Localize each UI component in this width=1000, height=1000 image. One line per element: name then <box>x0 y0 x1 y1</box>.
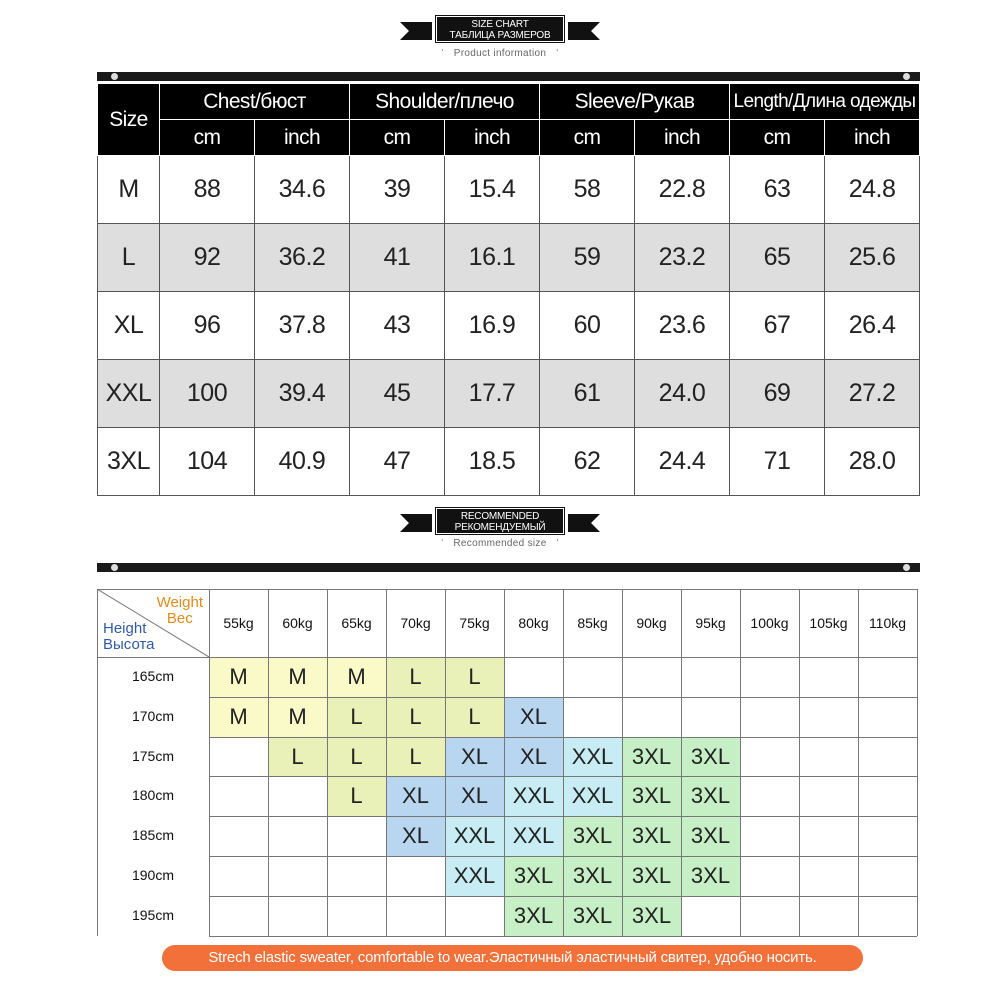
recommended-size-cell <box>740 776 799 816</box>
recommended-size-cell: XL <box>504 697 563 737</box>
recommended-size-cell: L <box>327 737 386 777</box>
recommended-size-cell: 3XL <box>681 816 740 856</box>
measurement-cell: 36.2 <box>255 224 350 292</box>
measurement-cell: 39.4 <box>255 360 350 428</box>
grid-corner-header <box>97 589 209 657</box>
measurement-cell: 18.5 <box>445 428 540 496</box>
size-chart-subtitle: ' Product information ' <box>0 48 1000 59</box>
recommended-size-cell <box>799 816 858 856</box>
measurement-cell: 17.7 <box>445 360 540 428</box>
recommended-size-cell: L <box>386 657 445 697</box>
recommended-size-cell <box>209 776 268 816</box>
recommended-size-cell: XXL <box>563 737 622 777</box>
recommended-size-cell <box>858 896 917 936</box>
recommended-size-cell <box>740 697 799 737</box>
measurement-cell: 23.2 <box>635 224 730 292</box>
footer-note: Strech elastic sweater, comfortable to wear.Эластичный эластичный свитер, удобно носить. <box>162 945 863 971</box>
measurement-cell: 59 <box>540 224 635 292</box>
recommended-size-cell: 3XL <box>622 816 681 856</box>
measurement-cell: 27.2 <box>825 360 920 428</box>
recommended-size-cell: XXL <box>445 816 504 856</box>
size-row <box>98 292 920 360</box>
recommended-size-cell: XXL <box>563 776 622 816</box>
recommended-size-cell: XL <box>386 816 445 856</box>
group-header-chest: Chest/бюст <box>160 84 350 120</box>
recommended-size-cell <box>268 776 327 816</box>
size-row <box>98 224 920 292</box>
measurement-cell: 62 <box>540 428 635 496</box>
measurement-cell: 63 <box>730 156 825 224</box>
measurement-cell: 22.8 <box>635 156 730 224</box>
measurement-cell: 41 <box>350 224 445 292</box>
recommended-ribbon <box>400 508 600 534</box>
recommended-subtitle: ' Recommended size ' <box>0 538 1000 549</box>
recommended-size-cell <box>327 896 386 936</box>
size-chart-banner <box>0 10 1000 70</box>
size-label-cell: L <box>98 224 160 292</box>
recommended-size-cell <box>504 657 563 697</box>
recommended-divider <box>97 563 920 572</box>
weight-header: 80kg <box>518 615 549 631</box>
recommended-size-cell <box>858 776 917 816</box>
weight-header: 55kg <box>223 615 254 631</box>
measurement-cell: 39 <box>350 156 445 224</box>
weight-header: 85kg <box>577 615 608 631</box>
recommended-size-cell <box>563 697 622 737</box>
measurement-cell: 43 <box>350 292 445 360</box>
recommended-size-cell: XL <box>504 737 563 777</box>
unit-header: cm <box>160 120 255 156</box>
weight-header: 95kg <box>695 615 726 631</box>
recommended-size-cell: XL <box>386 776 445 816</box>
recommended-size-cell <box>740 737 799 777</box>
recommended-size-cell: M <box>327 657 386 697</box>
weight-header: 110kg <box>868 615 907 631</box>
measurement-cell: 47 <box>350 428 445 496</box>
measurement-cell: 104 <box>160 428 255 496</box>
recommended-size-cell <box>327 816 386 856</box>
recommended-size-cell: 3XL <box>563 896 622 936</box>
weight-header: 60kg <box>282 615 313 631</box>
recommended-size-cell <box>681 657 740 697</box>
size-row <box>98 428 920 496</box>
recommended-banner <box>0 502 1000 562</box>
measurement-cell: 16.1 <box>445 224 540 292</box>
recommended-size-cell: 3XL <box>681 856 740 896</box>
recommended-size-cell <box>799 776 858 816</box>
weight-axis-label: Weight Вес <box>156 594 203 627</box>
recommended-size-cell <box>622 697 681 737</box>
measurement-cell: 26.4 <box>825 292 920 360</box>
measurement-cell: 34.6 <box>255 156 350 224</box>
recommended-size-grid <box>97 589 920 931</box>
measurement-cell: 37.8 <box>255 292 350 360</box>
recommended-size-cell: 3XL <box>622 856 681 896</box>
measurement-cell: 40.9 <box>255 428 350 496</box>
recommended-size-cell: 3XL <box>681 776 740 816</box>
height-label: 190cm <box>131 867 175 883</box>
recommended-size-cell <box>799 896 858 936</box>
height-label: 195cm <box>131 906 175 923</box>
recommended-size-cell: XL <box>445 737 504 777</box>
measurement-cell: 24.4 <box>635 428 730 496</box>
recommended-size-cell: 3XL <box>504 856 563 896</box>
weight-header: 100kg <box>750 615 789 631</box>
recommended-size-cell: L <box>445 697 504 737</box>
measurement-cell: 92 <box>160 224 255 292</box>
weight-header: 105kg <box>809 615 848 631</box>
size-row <box>98 360 920 428</box>
recommended-size-cell: L <box>386 737 445 777</box>
unit-header: cm <box>350 120 445 156</box>
recommended-size-cell: L <box>327 697 386 737</box>
recommended-size-cell <box>799 657 858 697</box>
recommended-size-cell <box>268 896 327 936</box>
unit-header: inch <box>825 120 920 156</box>
recommended-size-cell: L <box>327 776 386 816</box>
height-label: 170cm <box>131 707 175 724</box>
recommended-size-cell: M <box>268 697 327 737</box>
measurement-cell: 67 <box>730 292 825 360</box>
recommended-size-cell <box>268 816 327 856</box>
recommended-size-cell <box>799 856 858 896</box>
measurement-cell: 60 <box>540 292 635 360</box>
measurement-cell: 28.0 <box>825 428 920 496</box>
size-header: Size <box>98 84 160 156</box>
size-chart-divider <box>97 72 920 81</box>
unit-header: inch <box>255 120 350 156</box>
size-label-cell: XXL <box>98 360 160 428</box>
recommended-size-cell: XXL <box>504 816 563 856</box>
recommended-size-cell <box>386 856 445 896</box>
recommended-size-cell <box>209 737 268 777</box>
weight-header: 70kg <box>400 615 431 631</box>
recommended-size-cell <box>740 816 799 856</box>
measurement-cell: 69 <box>730 360 825 428</box>
recommended-size-cell <box>681 896 740 936</box>
recommended-size-cell <box>858 657 917 697</box>
recommended-size-cell <box>858 697 917 737</box>
recommended-size-cell: 3XL <box>563 816 622 856</box>
recommended-size-cell: 3XL <box>504 896 563 936</box>
recommended-size-cell <box>327 856 386 896</box>
recommended-size-cell <box>799 737 858 777</box>
group-header-sleeve: Sleeve/Рукав <box>540 84 730 120</box>
size-label-cell: XL <box>98 292 160 360</box>
group-header-length: Length/Длина одежды <box>730 84 920 120</box>
height-label: 165cm <box>131 668 175 684</box>
recommended-size-cell: XL <box>445 776 504 816</box>
recommended-size-cell <box>622 657 681 697</box>
measurement-cell: 15.4 <box>445 156 540 224</box>
recommended-size-cell <box>209 816 268 856</box>
height-label: 180cm <box>131 787 175 804</box>
recommended-size-cell <box>681 697 740 737</box>
size-label-cell: M <box>98 156 160 224</box>
recommended-size-cell <box>445 896 504 936</box>
height-label: 175cm <box>131 747 175 764</box>
height-axis-label: Height Высота <box>103 620 155 653</box>
weight-header: 90kg <box>636 615 667 631</box>
recommended-size-cell <box>268 856 327 896</box>
size-row <box>98 156 920 224</box>
recommended-size-cell <box>858 816 917 856</box>
recommended-size-cell: L <box>268 737 327 777</box>
measurement-cell: 23.6 <box>635 292 730 360</box>
recommended-size-cell: M <box>268 657 327 697</box>
recommended-size-cell: M <box>209 657 268 697</box>
size-table <box>97 83 920 496</box>
recommended-size-cell: 3XL <box>622 737 681 777</box>
recommended-size-cell: L <box>445 657 504 697</box>
recommended-size-cell: 3XL <box>681 737 740 777</box>
measurement-cell: 61 <box>540 360 635 428</box>
measurement-cell: 24.8 <box>825 156 920 224</box>
recommended-title: RECOMMENDED РЕКОМЕНДУЕМЫЙ <box>436 508 564 534</box>
size-chart-title: SIZE CHART ТАБЛИЦА РАЗМЕРОВ <box>436 16 564 42</box>
weight-header: 75kg <box>459 615 490 631</box>
unit-header: inch <box>635 120 730 156</box>
height-label: 185cm <box>131 827 175 844</box>
recommended-size-cell <box>799 697 858 737</box>
measurement-cell: 24.0 <box>635 360 730 428</box>
unit-header: cm <box>730 120 825 156</box>
measurement-cell: 16.9 <box>445 292 540 360</box>
recommended-size-cell: 3XL <box>622 776 681 816</box>
recommended-size-cell: XXL <box>504 776 563 816</box>
recommended-size-cell <box>740 856 799 896</box>
recommended-size-cell: L <box>386 697 445 737</box>
recommended-size-cell <box>858 856 917 896</box>
recommended-size-cell <box>563 657 622 697</box>
recommended-size-cell: 3XL <box>563 856 622 896</box>
measurement-cell: 45 <box>350 360 445 428</box>
measurement-cell: 88 <box>160 156 255 224</box>
measurement-cell: 100 <box>160 360 255 428</box>
measurement-cell: 58 <box>540 156 635 224</box>
recommended-size-cell: 3XL <box>622 896 681 936</box>
measurement-cell: 96 <box>160 292 255 360</box>
measurement-cell: 65 <box>730 224 825 292</box>
recommended-size-cell <box>209 856 268 896</box>
recommended-size-cell <box>858 737 917 777</box>
recommended-size-cell <box>740 657 799 697</box>
group-header-shoulder: Shoulder/плечо <box>350 84 540 120</box>
recommended-size-cell: M <box>209 697 268 737</box>
recommended-size-cell <box>386 896 445 936</box>
measurement-cell: 25.6 <box>825 224 920 292</box>
unit-header: cm <box>540 120 635 156</box>
recommended-size-cell: XXL <box>445 856 504 896</box>
size-chart-ribbon <box>400 16 600 42</box>
measurement-cell: 71 <box>730 428 825 496</box>
size-label-cell: 3XL <box>98 428 160 496</box>
recommended-size-cell <box>740 896 799 936</box>
recommended-size-cell <box>209 896 268 936</box>
weight-header: 65kg <box>341 615 372 631</box>
unit-header: inch <box>445 120 540 156</box>
